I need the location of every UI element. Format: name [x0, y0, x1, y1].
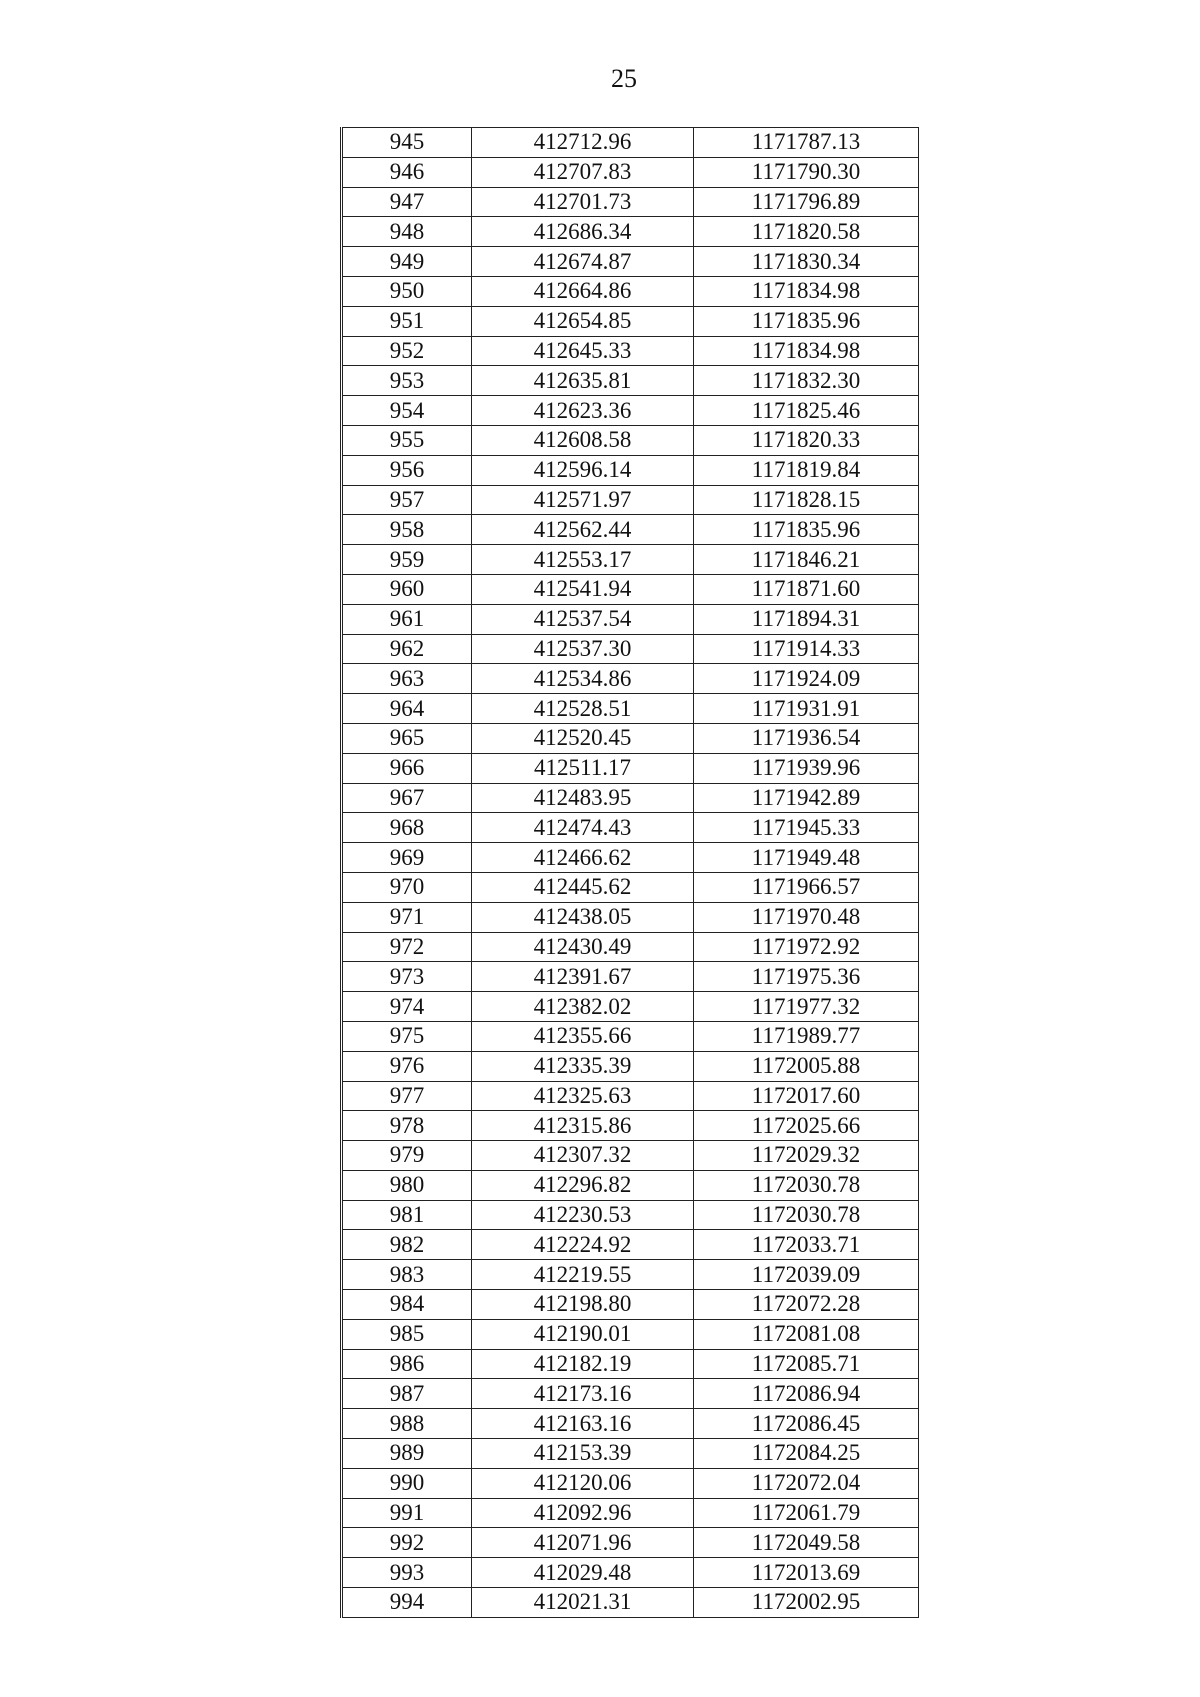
x-coordinate-cell: 412120.06	[472, 1468, 694, 1498]
x-coordinate-cell: 412541.94	[472, 574, 694, 604]
x-coordinate-cell: 412520.45	[472, 723, 694, 753]
y-coordinate-cell: 1171830.34	[694, 247, 919, 277]
point-number-cell: 984	[342, 1290, 472, 1320]
y-coordinate-cell: 1172030.78	[694, 1170, 919, 1200]
point-number-cell: 972	[342, 932, 472, 962]
point-number-cell: 948	[342, 217, 472, 247]
y-coordinate-cell: 1172025.66	[694, 1111, 919, 1141]
table-row	[342, 1170, 919, 1200]
page-number: 25	[611, 64, 637, 93]
point-number-cell: 988	[342, 1409, 472, 1439]
point-number-cell: 955	[342, 425, 472, 455]
x-coordinate-cell: 412537.30	[472, 634, 694, 664]
y-coordinate-cell: 1171966.57	[694, 872, 919, 902]
table-row	[342, 574, 919, 604]
table-row	[342, 1200, 919, 1230]
table-row	[342, 872, 919, 902]
point-number-cell: 952	[342, 336, 472, 366]
x-coordinate-cell: 412355.66	[472, 1021, 694, 1051]
point-number-cell: 977	[342, 1081, 472, 1111]
point-number-cell: 980	[342, 1170, 472, 1200]
y-coordinate-cell: 1172039.09	[694, 1260, 919, 1290]
point-number-cell: 990	[342, 1468, 472, 1498]
table-row	[342, 1558, 919, 1588]
y-coordinate-cell: 1172061.79	[694, 1498, 919, 1528]
table-row	[342, 1409, 919, 1439]
point-number-cell: 993	[342, 1558, 472, 1588]
x-coordinate-cell: 412163.16	[472, 1409, 694, 1439]
y-coordinate-cell: 1171977.32	[694, 992, 919, 1022]
x-coordinate-cell: 412315.86	[472, 1111, 694, 1141]
point-number-cell: 975	[342, 1021, 472, 1051]
table-row	[342, 1439, 919, 1469]
table-row	[342, 1260, 919, 1290]
y-coordinate-cell: 1171819.84	[694, 455, 919, 485]
point-number-cell: 987	[342, 1379, 472, 1409]
x-coordinate-cell: 412307.32	[472, 1141, 694, 1171]
y-coordinate-cell: 1171832.30	[694, 366, 919, 396]
y-coordinate-cell: 1171970.48	[694, 902, 919, 932]
x-coordinate-cell: 412654.85	[472, 306, 694, 336]
point-number-cell: 971	[342, 902, 472, 932]
point-number-cell: 982	[342, 1230, 472, 1260]
coordinates-table-body	[342, 128, 919, 1618]
point-number-cell: 994	[342, 1588, 472, 1618]
x-coordinate-cell: 412571.97	[472, 485, 694, 515]
point-number-cell: 974	[342, 992, 472, 1022]
y-coordinate-cell: 1171972.92	[694, 932, 919, 962]
x-coordinate-cell: 412230.53	[472, 1200, 694, 1230]
point-number-cell: 956	[342, 455, 472, 485]
point-number-cell: 959	[342, 545, 472, 575]
y-coordinate-cell: 1171942.89	[694, 783, 919, 813]
table-row	[342, 783, 919, 813]
y-coordinate-cell: 1172085.71	[694, 1349, 919, 1379]
point-number-cell: 954	[342, 396, 472, 426]
x-coordinate-cell: 412182.19	[472, 1349, 694, 1379]
x-coordinate-cell: 412092.96	[472, 1498, 694, 1528]
y-coordinate-cell: 1171924.09	[694, 664, 919, 694]
point-number-cell: 981	[342, 1200, 472, 1230]
point-number-cell: 946	[342, 157, 472, 187]
y-coordinate-cell: 1171945.33	[694, 813, 919, 843]
x-coordinate-cell: 412153.39	[472, 1439, 694, 1469]
x-coordinate-cell: 412596.14	[472, 455, 694, 485]
point-number-cell: 960	[342, 574, 472, 604]
y-coordinate-cell: 1172049.58	[694, 1528, 919, 1558]
x-coordinate-cell: 412534.86	[472, 664, 694, 694]
point-number-cell: 983	[342, 1260, 472, 1290]
x-coordinate-cell: 412645.33	[472, 336, 694, 366]
table-row	[342, 1141, 919, 1171]
table-row	[342, 545, 919, 575]
table-row	[342, 1021, 919, 1051]
point-number-cell: 949	[342, 247, 472, 277]
y-coordinate-cell: 1171825.46	[694, 396, 919, 426]
point-number-cell: 973	[342, 962, 472, 992]
x-coordinate-cell: 412474.43	[472, 813, 694, 843]
x-coordinate-cell: 412325.63	[472, 1081, 694, 1111]
y-coordinate-cell: 1171975.36	[694, 962, 919, 992]
table-row	[342, 753, 919, 783]
table-row	[342, 723, 919, 753]
x-coordinate-cell: 412707.83	[472, 157, 694, 187]
table-row	[342, 932, 919, 962]
table-row	[342, 425, 919, 455]
table-row	[342, 1528, 919, 1558]
y-coordinate-cell: 1171914.33	[694, 634, 919, 664]
table-row	[342, 515, 919, 545]
y-coordinate-cell: 1172072.04	[694, 1468, 919, 1498]
table-row	[342, 128, 919, 158]
x-coordinate-cell: 412173.16	[472, 1379, 694, 1409]
x-coordinate-cell: 412198.80	[472, 1290, 694, 1320]
x-coordinate-cell: 412296.82	[472, 1170, 694, 1200]
x-coordinate-cell: 412562.44	[472, 515, 694, 545]
y-coordinate-cell: 1171846.21	[694, 545, 919, 575]
point-number-cell: 991	[342, 1498, 472, 1528]
x-coordinate-cell: 412712.96	[472, 128, 694, 158]
y-coordinate-cell: 1172084.25	[694, 1439, 919, 1469]
y-coordinate-cell: 1171790.30	[694, 157, 919, 187]
x-coordinate-cell: 412445.62	[472, 872, 694, 902]
table-row	[342, 1379, 919, 1409]
point-number-cell: 976	[342, 1051, 472, 1081]
x-coordinate-cell: 412483.95	[472, 783, 694, 813]
table-row	[342, 902, 919, 932]
table-row	[342, 634, 919, 664]
y-coordinate-cell: 1172030.78	[694, 1200, 919, 1230]
table-row	[342, 843, 919, 873]
y-coordinate-cell: 1171796.89	[694, 187, 919, 217]
table-row	[342, 664, 919, 694]
x-coordinate-cell: 412430.49	[472, 932, 694, 962]
x-coordinate-cell: 412219.55	[472, 1260, 694, 1290]
table-row	[342, 306, 919, 336]
point-number-cell: 986	[342, 1349, 472, 1379]
table-row	[342, 336, 919, 366]
x-coordinate-cell: 412537.54	[472, 604, 694, 634]
point-number-cell: 965	[342, 723, 472, 753]
table-row	[342, 247, 919, 277]
x-coordinate-cell: 412391.67	[472, 962, 694, 992]
y-coordinate-cell: 1171834.98	[694, 336, 919, 366]
y-coordinate-cell: 1172033.71	[694, 1230, 919, 1260]
table-row	[342, 1111, 919, 1141]
y-coordinate-cell: 1172086.45	[694, 1409, 919, 1439]
table-row	[342, 396, 919, 426]
x-coordinate-cell: 412021.31	[472, 1588, 694, 1618]
table-row	[342, 604, 919, 634]
point-number-cell: 966	[342, 753, 472, 783]
x-coordinate-cell: 412686.34	[472, 217, 694, 247]
y-coordinate-cell: 1172013.69	[694, 1558, 919, 1588]
table-row	[342, 1588, 919, 1618]
point-number-cell: 968	[342, 813, 472, 843]
table-row	[342, 366, 919, 396]
table-row	[342, 962, 919, 992]
x-coordinate-cell: 412623.36	[472, 396, 694, 426]
y-coordinate-cell: 1171939.96	[694, 753, 919, 783]
y-coordinate-cell: 1172086.94	[694, 1379, 919, 1409]
x-coordinate-cell: 412635.81	[472, 366, 694, 396]
x-coordinate-cell: 412335.39	[472, 1051, 694, 1081]
y-coordinate-cell: 1172005.88	[694, 1051, 919, 1081]
y-coordinate-cell: 1172017.60	[694, 1081, 919, 1111]
y-coordinate-cell: 1171894.31	[694, 604, 919, 634]
point-number-cell: 953	[342, 366, 472, 396]
x-coordinate-cell: 412511.17	[472, 753, 694, 783]
y-coordinate-cell: 1171828.15	[694, 485, 919, 515]
x-coordinate-cell: 412438.05	[472, 902, 694, 932]
point-number-cell: 945	[342, 128, 472, 158]
y-coordinate-cell: 1171820.33	[694, 425, 919, 455]
point-number-cell: 964	[342, 694, 472, 724]
table-row	[342, 1349, 919, 1379]
x-coordinate-cell: 412224.92	[472, 1230, 694, 1260]
x-coordinate-cell: 412528.51	[472, 694, 694, 724]
table-row	[342, 1468, 919, 1498]
table-row	[342, 1498, 919, 1528]
coordinates-table	[340, 127, 919, 1618]
y-coordinate-cell: 1171835.96	[694, 515, 919, 545]
table-row	[342, 1290, 919, 1320]
point-number-cell: 992	[342, 1528, 472, 1558]
point-number-cell: 969	[342, 843, 472, 873]
point-number-cell: 950	[342, 276, 472, 306]
point-number-cell: 962	[342, 634, 472, 664]
point-number-cell: 967	[342, 783, 472, 813]
table-row	[342, 1230, 919, 1260]
y-coordinate-cell: 1171835.96	[694, 306, 919, 336]
y-coordinate-cell: 1171936.54	[694, 723, 919, 753]
table-row	[342, 455, 919, 485]
point-number-cell: 985	[342, 1319, 472, 1349]
point-number-cell: 957	[342, 485, 472, 515]
y-coordinate-cell: 1172081.08	[694, 1319, 919, 1349]
y-coordinate-cell: 1171949.48	[694, 843, 919, 873]
point-number-cell: 989	[342, 1439, 472, 1469]
x-coordinate-cell: 412382.02	[472, 992, 694, 1022]
point-number-cell: 963	[342, 664, 472, 694]
x-coordinate-cell: 412608.58	[472, 425, 694, 455]
point-number-cell: 958	[342, 515, 472, 545]
table-row	[342, 217, 919, 247]
x-coordinate-cell: 412674.87	[472, 247, 694, 277]
x-coordinate-cell: 412466.62	[472, 843, 694, 873]
x-coordinate-cell: 412071.96	[472, 1528, 694, 1558]
table-row	[342, 813, 919, 843]
x-coordinate-cell: 412701.73	[472, 187, 694, 217]
point-number-cell: 979	[342, 1141, 472, 1171]
y-coordinate-cell: 1171931.91	[694, 694, 919, 724]
table-row	[342, 1081, 919, 1111]
x-coordinate-cell: 412190.01	[472, 1319, 694, 1349]
y-coordinate-cell: 1171820.58	[694, 217, 919, 247]
point-number-cell: 978	[342, 1111, 472, 1141]
y-coordinate-cell: 1172002.95	[694, 1588, 919, 1618]
y-coordinate-cell: 1171834.98	[694, 276, 919, 306]
table-row	[342, 485, 919, 515]
table-row	[342, 694, 919, 724]
x-coordinate-cell: 412029.48	[472, 1558, 694, 1588]
y-coordinate-cell: 1171871.60	[694, 574, 919, 604]
table-row	[342, 187, 919, 217]
table-row	[342, 1319, 919, 1349]
y-coordinate-cell: 1171989.77	[694, 1021, 919, 1051]
point-number-cell: 947	[342, 187, 472, 217]
table-row	[342, 992, 919, 1022]
point-number-cell: 970	[342, 872, 472, 902]
x-coordinate-cell: 412553.17	[472, 545, 694, 575]
y-coordinate-cell: 1172072.28	[694, 1290, 919, 1320]
point-number-cell: 961	[342, 604, 472, 634]
y-coordinate-cell: 1171787.13	[694, 128, 919, 158]
table-row	[342, 276, 919, 306]
table-row	[342, 1051, 919, 1081]
point-number-cell: 951	[342, 306, 472, 336]
x-coordinate-cell: 412664.86	[472, 276, 694, 306]
table-row	[342, 157, 919, 187]
y-coordinate-cell: 1172029.32	[694, 1141, 919, 1171]
